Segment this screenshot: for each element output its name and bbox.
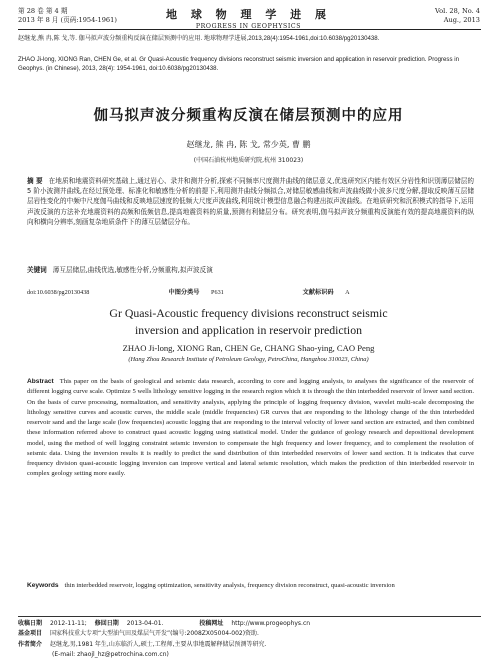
received-date: 2012-11-11; [49, 620, 87, 627]
doc-code: A [345, 289, 350, 296]
paper-title-en-line1: Gr Quasi-Acoustic frequency divisions reconstruct seismic [109, 306, 388, 320]
keywords-en-label: Keywords [27, 582, 59, 589]
site-label: 投稿网址 [199, 620, 224, 627]
abstract-en-label: Abstract [27, 378, 54, 385]
keywords-cn [27, 265, 474, 275]
footer-notes [18, 619, 481, 661]
journal-name-cn: 地 球 物 理 学 进 展 [166, 8, 331, 21]
doi: doi:10.6038/pg20130438 [27, 289, 90, 296]
volume-issue-cn: 第 28 卷 第 4 期 [18, 7, 68, 15]
volume-issue-en: Vol. 28, No. 4 [434, 7, 480, 15]
citation-cn: 赵继龙,熊 冉,陈 戈,等. 伽马拟声波分频重构反演在储层预测中的应用. 地球物理学进展,2013,28(4):1954-1961,doi:10.6038/pg20130438. [18, 35, 380, 42]
doc-code-label: 文献标识码 [302, 289, 334, 296]
abstract-cn [27, 176, 474, 227]
journal-name-en: PROGRESS IN GEOPHYSICS [195, 23, 302, 30]
abstract-en-text: This paper on the basis of geological and seismic data research, according to core and logging analysis, to analyses the significance of the reservoir of different logging curve scale. Optimize 5 wells lithology sensitive logging in the research region which it is through the thin interbedded reservoir of lower sand section. On the basis of curve processing, normalization, and sensitivity analysis, applying the principle of logging frequency division, wavelet multi-scale decomposing the lithology sensitive curves and acoustic curves, the middle scale (middle frequencies) GR curves that are responding to the lithology change of the thin interbedded reservoir sand and the large scale (low frequencies) acoustic logging that are responding to the interval velocity of lower sand section are extracted, and then combined these information referred above to construct quasi acoustic logging using statistical model. Under the guidance of geology research and depositional development model, using the method of well logging constraint seismic inversion to compensate the high frequency and lower frequency, and to complement the resolution of seismic data. Using the inversion results it is readily to predict the sand distribution of thin interbedded reservoirs of lower sand section. It is indicates that curve frequency division quasi-acoustic logging inversion can improve vertical and lateral seismic resolution, which makes the prediction of thin interbedded reservoir in complex geology setting more easily. [27, 378, 474, 478]
citation-en: ZHAO Ji-long, XIONG Ran, CHEN Ge, et al. Gr Quasi-Acoustic frequency divisions reconstruct seismic inversion and application in reservoir prediction. Progress in Geophys. (in Chinese), 2013, 28(4): 1954-1961, doi:10.6038/pg20130438. [18, 56, 459, 73]
author-bio-text: 赵继龙,男,1981 年生,山东临沂人,硕士,工程师,主要从事地震解释储层预测等研究. [49, 640, 267, 648]
paper-title-en-line2: inversion and application in reservoir prediction [134, 323, 363, 337]
authors-cn: 赵继龙, 熊 冉, 陈 戈, 常少英, 曹 鹏 [186, 140, 311, 149]
footer-rule [18, 616, 481, 617]
running-header-right [435, 7, 480, 25]
header-rule [18, 29, 481, 30]
abstract-cn-label: 摘 要 [27, 177, 43, 185]
revised-label: 修回日期 [94, 620, 119, 627]
affiliation-en: (Hang Zhou Research Institute of Petroleum Geology, PetroChina, Hangzhou 310023, China) [128, 356, 369, 363]
keywords-cn-text: 薄互层储层,曲线优选,敏感性分析,分频重构,拟声波反演 [52, 266, 213, 274]
date-en: Aug., 2013 [443, 16, 480, 24]
keywords-en-text: thin interbedded reservoir, logging optimization, sensitivity analysis, frequency division reconstruct, quasi-acoustic inversion [64, 582, 395, 589]
keywords-cn-label: 关键词 [27, 266, 47, 274]
site-url: http://www.progeophys.cn [231, 620, 311, 627]
paper-title-cn: 伽马拟声波分频重构反演在储层预测中的应用 [93, 108, 404, 124]
running-header-center [0, 6, 497, 30]
fund-line [18, 629, 481, 639]
doi-classification-line [27, 287, 474, 296]
date-pages-cn: 2013 年 8 月 (页码:1954-1961) [18, 16, 117, 24]
abstract-cn-text: 在地质和地震资料研究基础上,通过岩心、录井和测井分析,探索不同频率尺度测井曲线的储层意义,优选研究区内能有效区分岩性和识别薄层储层的 5 阶小波测井曲线,在经过预处理、标准化和敏感性分析的前提下,利用测井曲线分频拟合,对储层敏感曲线和声波曲线做小波多尺度分解,提取反映薄互层储层岩性变化的中频中尺度伽马曲线和反映地层速度的低频大尺度声波曲线,利用统计模型信息融合构建出拟声波曲线。在地质研究和沉积模式的指导下,运用声波反演的方法补充地震资料的高频和低频信息,提高地震资料的质量,预测有利储层分布。研究表明,伽马拟声波分频重构反演能有效的提高地震资料的纵向和横向分辨率,刻画复杂地质条件下的薄互层储层分布。 [27, 177, 474, 226]
keywords-en [27, 581, 474, 591]
received-label: 收稿日期 [18, 620, 43, 627]
author-bio-label: 作者简介 [18, 640, 43, 648]
author-email: (E-mail: zhaojl_hz@petrochina.com.cn) [52, 651, 169, 659]
authors-en: ZHAO Ji-long, XIONG Ran, CHEN Ge, CHANG Shao-ying, CAO Peng [122, 343, 375, 353]
revised-date: 2013-04-01. [126, 620, 164, 627]
clc-code: P631 [211, 289, 224, 296]
dates-line [18, 619, 481, 629]
fund-text: 国家科技重大专项“大型油气田及煤层气开发”(编号:2008ZX05004-002)资助. [49, 630, 259, 638]
affiliation-cn: (中国石油杭州地质研究院,杭州 310023) [193, 157, 304, 164]
clc-label: 中图分类号 [168, 289, 200, 296]
paper-title-en [0, 305, 497, 339]
abstract-en [27, 377, 474, 480]
author-bio-line [18, 640, 481, 650]
fund-label: 基金项目 [18, 630, 43, 638]
